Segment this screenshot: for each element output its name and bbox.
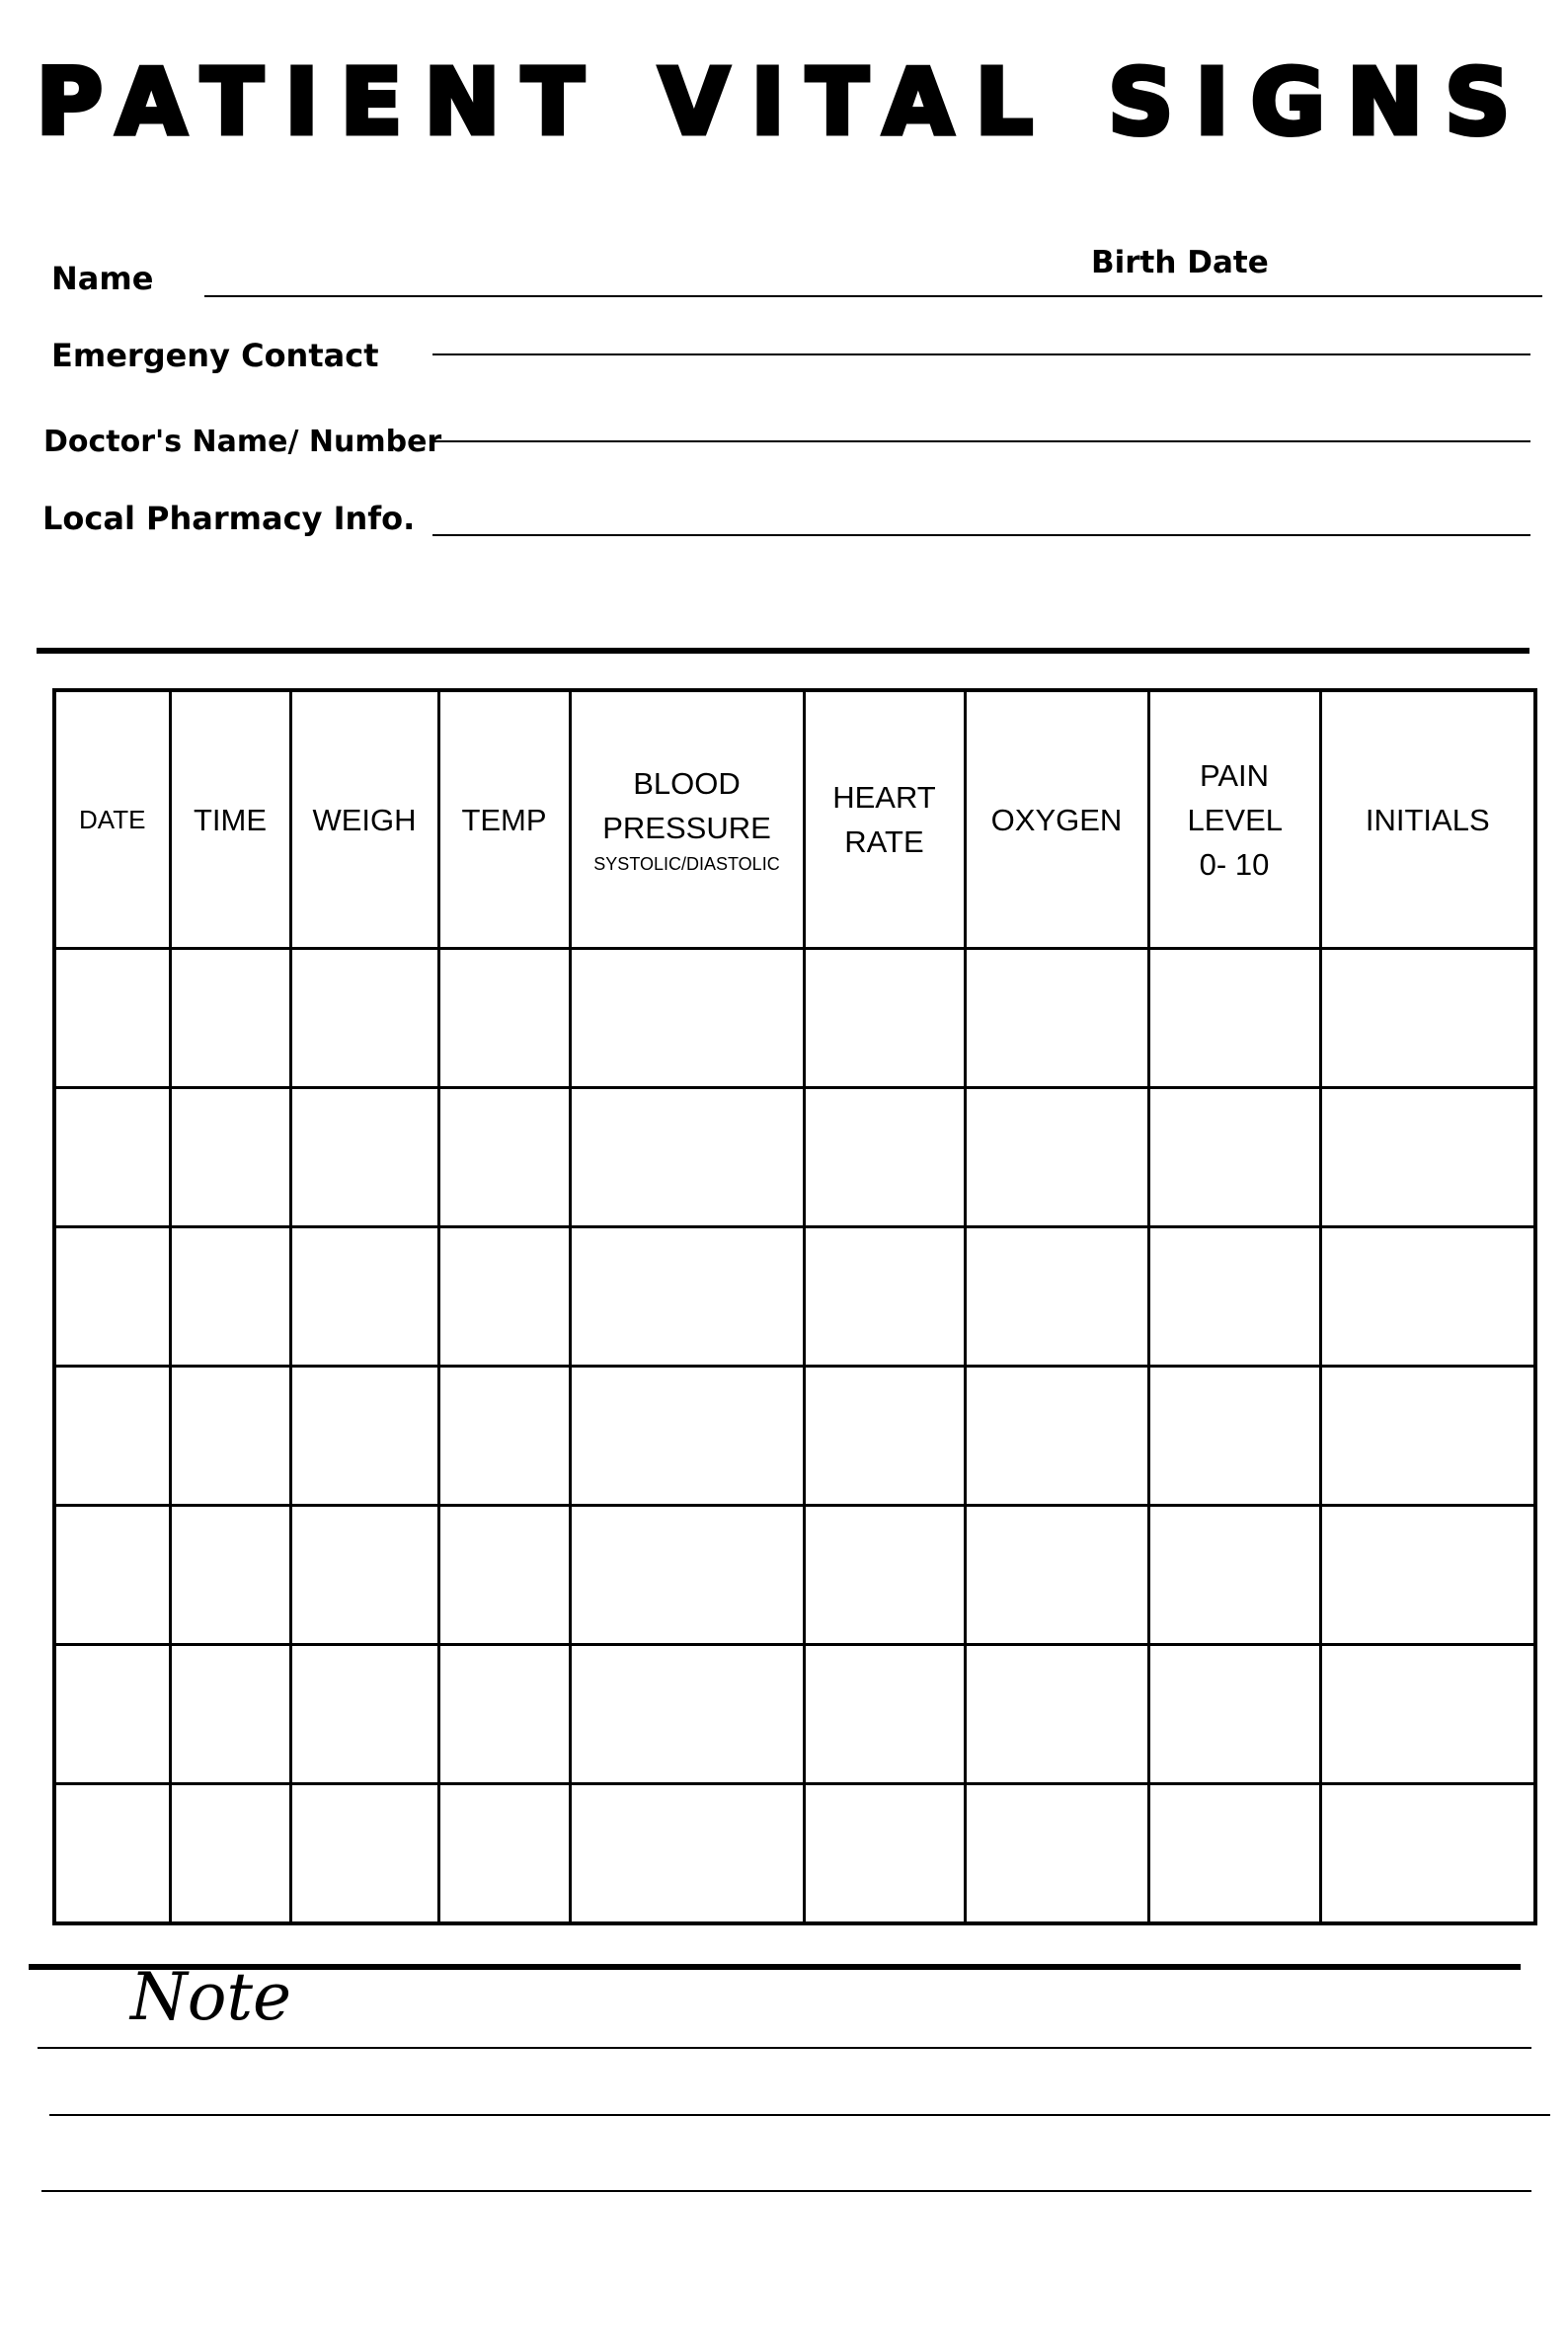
column-header-sublabel: SYSTOLIC/DIASTOLIC: [593, 854, 780, 874]
table-cell[interactable]: [804, 1088, 965, 1227]
table-cell[interactable]: [570, 1367, 804, 1506]
note-heading: Note: [130, 1959, 292, 2035]
table-cell[interactable]: [170, 949, 290, 1088]
table-cell[interactable]: [1148, 1367, 1320, 1506]
column-header-label: WEIGH: [312, 802, 417, 837]
table-cell[interactable]: [804, 949, 965, 1088]
column-header-date: [54, 690, 170, 949]
table-cell[interactable]: [1148, 1506, 1320, 1645]
table-cell[interactable]: [438, 1784, 570, 1924]
table-cell[interactable]: [1320, 1506, 1535, 1645]
table-cell[interactable]: [804, 1506, 965, 1645]
column-header-temp: [438, 690, 570, 949]
table-cell[interactable]: [804, 1227, 965, 1367]
table-cell[interactable]: [1148, 1088, 1320, 1227]
table-cell[interactable]: [290, 1784, 438, 1924]
column-header-initials: [1320, 690, 1535, 949]
table-cell[interactable]: [54, 1088, 170, 1227]
table-cell[interactable]: [438, 949, 570, 1088]
table-cell[interactable]: [1320, 949, 1535, 1088]
table-cell[interactable]: [1148, 1645, 1320, 1784]
column-header-label: TIME: [193, 802, 268, 837]
table-cell[interactable]: [1320, 1784, 1535, 1924]
column-header-label: TEMP: [461, 802, 547, 837]
table-cell[interactable]: [1148, 1784, 1320, 1924]
table-cell[interactable]: [570, 1784, 804, 1924]
emergency-contact-label: Emergeny Contact: [51, 337, 379, 374]
doctor-field[interactable]: [432, 440, 1530, 442]
table-cell[interactable]: [54, 1367, 170, 1506]
column-header-label: INITIALS: [1365, 802, 1490, 837]
table-cell[interactable]: [1148, 1227, 1320, 1367]
note-line[interactable]: [38, 2047, 1531, 2049]
table-header-row: [54, 690, 1535, 949]
vital-signs-table: [52, 688, 1537, 1925]
table-cell[interactable]: [570, 949, 804, 1088]
table-cell[interactable]: [570, 1506, 804, 1645]
table-row: [54, 1506, 1535, 1645]
table-cell[interactable]: [290, 1645, 438, 1784]
table-cell[interactable]: [965, 1784, 1148, 1924]
column-header-label: OXYGEN: [990, 802, 1123, 837]
table-cell[interactable]: [965, 1506, 1148, 1645]
column-header-label: HEART RATE: [832, 780, 936, 859]
table-cell[interactable]: [170, 1088, 290, 1227]
table-cell[interactable]: [290, 1506, 438, 1645]
pharmacy-field[interactable]: [432, 534, 1530, 536]
table-cell[interactable]: [54, 1784, 170, 1924]
column-header-label: DATE: [79, 804, 146, 834]
table-cell[interactable]: [438, 1227, 570, 1367]
table-row: [54, 1227, 1535, 1367]
table-cell[interactable]: [438, 1645, 570, 1784]
table-cell[interactable]: [804, 1645, 965, 1784]
table-cell[interactable]: [1148, 949, 1320, 1088]
column-header-oxygen: [965, 690, 1148, 949]
table-cell[interactable]: [438, 1088, 570, 1227]
table-cell[interactable]: [170, 1506, 290, 1645]
table-cell[interactable]: [170, 1645, 290, 1784]
pharmacy-label: Local Pharmacy Info.: [42, 500, 416, 537]
table-cell[interactable]: [290, 1367, 438, 1506]
emergency-contact-field[interactable]: [432, 353, 1530, 355]
table-cell[interactable]: [1320, 1227, 1535, 1367]
table-cell[interactable]: [438, 1506, 570, 1645]
table-cell[interactable]: [1320, 1367, 1535, 1506]
table-cell[interactable]: [570, 1088, 804, 1227]
table-cell[interactable]: [804, 1367, 965, 1506]
column-header-label: BLOOD PRESSURE: [602, 766, 771, 845]
table-cell[interactable]: [170, 1227, 290, 1367]
table-cell[interactable]: [965, 949, 1148, 1088]
table-cell[interactable]: [54, 949, 170, 1088]
note-line[interactable]: [41, 2190, 1531, 2192]
section-divider: [37, 648, 1529, 654]
table-cell[interactable]: [570, 1227, 804, 1367]
table-cell[interactable]: [290, 1088, 438, 1227]
table-cell[interactable]: [804, 1784, 965, 1924]
table-row: [54, 1367, 1535, 1506]
table-cell[interactable]: [54, 1506, 170, 1645]
table-cell[interactable]: [1320, 1088, 1535, 1227]
column-header-pain-level: [1148, 690, 1320, 949]
column-header-time: [170, 690, 290, 949]
table-cell[interactable]: [290, 1227, 438, 1367]
table-row: [54, 1784, 1535, 1924]
note-line[interactable]: [49, 2114, 1550, 2116]
table-row: [54, 949, 1535, 1088]
column-header-heart-rate: [804, 690, 965, 949]
column-header-blood-pressure: [570, 690, 804, 949]
table-cell[interactable]: [570, 1645, 804, 1784]
table-cell[interactable]: [170, 1367, 290, 1506]
table-cell[interactable]: [965, 1227, 1148, 1367]
page-title: PATIENT VITAL SIGNS: [36, 49, 1532, 155]
table-cell[interactable]: [965, 1088, 1148, 1227]
table-cell[interactable]: [290, 949, 438, 1088]
table-cell[interactable]: [54, 1227, 170, 1367]
table-row: [54, 1645, 1535, 1784]
table-cell[interactable]: [1320, 1645, 1535, 1784]
table-cell[interactable]: [170, 1784, 290, 1924]
name-field[interactable]: [204, 295, 1542, 297]
table-cell[interactable]: [54, 1645, 170, 1784]
table-row: [54, 1088, 1535, 1227]
column-header-label: PAIN LEVEL 0- 10: [1187, 757, 1284, 882]
column-header-weigh: [290, 690, 438, 949]
table-cell[interactable]: [438, 1367, 570, 1506]
table-cell[interactable]: [965, 1645, 1148, 1784]
table-cell[interactable]: [965, 1367, 1148, 1506]
doctor-label: Doctor's Name/ Number: [43, 425, 442, 459]
birth-date-label: Birth Date: [1091, 245, 1269, 280]
name-label: Name: [51, 260, 154, 297]
